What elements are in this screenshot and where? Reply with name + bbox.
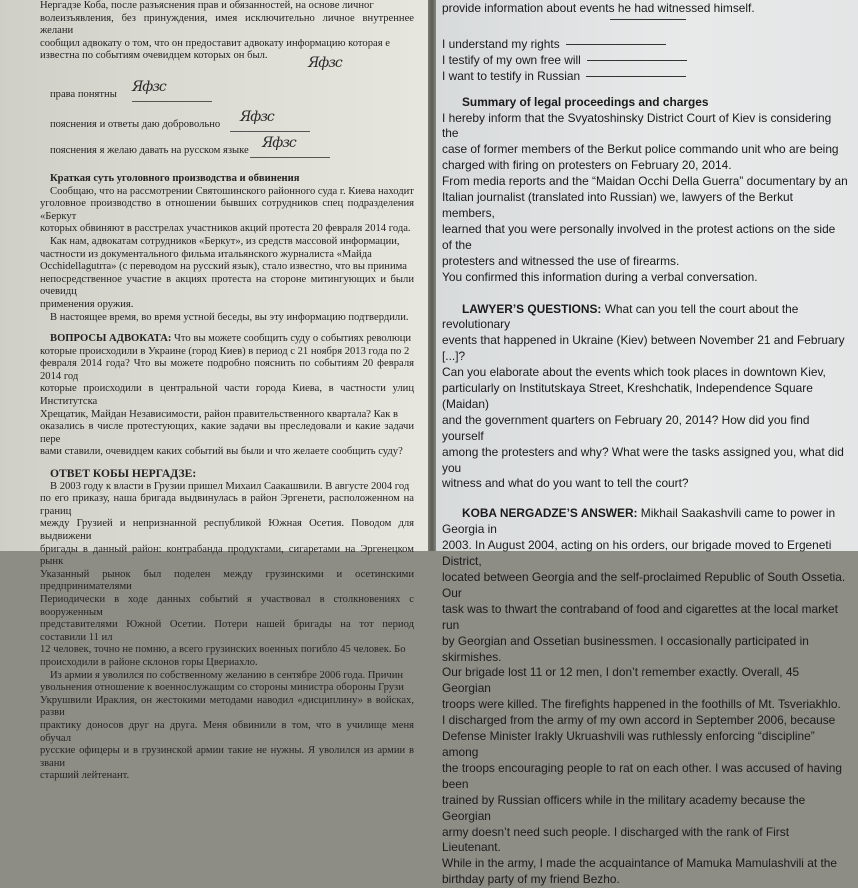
answer-line: birthday party of my friend Bezho.: [442, 872, 620, 887]
rights-label: пояснения и ответы даю добровольно: [50, 118, 221, 130]
statement-label: I understand my rights: [442, 36, 560, 51]
questions-line: among the protesters and why? What were the tasks assigned you, what did you: [442, 444, 844, 475]
statements-block: [442, 37, 848, 85]
questions-line: particularly on Institutskaya Street, Kreshchatik, Independence Square (Maidan): [442, 381, 813, 411]
statement-line: [587, 60, 687, 61]
summary-heading: Краткая суть уголовного производства и обвинения: [50, 172, 300, 184]
summary-line: применения оружия.: [40, 298, 134, 310]
answer-line: увольнения отношение к военнослужащим со стороны министра обороны Грузи: [40, 682, 404, 694]
intro-paragraph: [40, 0, 414, 63]
questions-section: [442, 302, 848, 493]
answer-line: бригады в данный район: контрабанда продуктами, сигаретами на Эргенецком рынк: [40, 543, 414, 568]
statement-label: I want to testify in Russian: [442, 68, 581, 83]
questions-heading: LAWYER’S QUESTIONS:: [462, 301, 602, 316]
summary-line: I hereby inform that the Svyatoshinsky District Court of Kiev is considering the: [442, 110, 832, 141]
answer-line: task was to thwart the contraband of food and cigarettes at the local market run: [442, 601, 838, 632]
summary-line: которых обвиняют в расстрелах участников акций протеста 20 февраля 2014 года.: [40, 223, 411, 235]
summary-line: Occhidellagutrra» (с переводом на русский язык), стало известно, что вы принима: [40, 261, 407, 273]
summary-line: Как нам, адвокатам сотрудников «Беркут», из средств массовой информации,: [50, 235, 400, 247]
intro-line: Нергадзе Коба, после разъяснения прав и обязанностей, на основе личног: [40, 0, 374, 11]
english-translation-page: [436, 0, 858, 887]
questions-line: оказались в числе протестующих, какие задачи вы преследовали и какие задачи пере: [40, 421, 414, 445]
rights-row: [50, 134, 414, 163]
intro-line: волеизъявления, без принуждения, имея исключительно личное внутреннее желани: [40, 12, 414, 37]
answer-line: 12 человек, точно не помню, а всего грузинских военных погибло 45 человек. Бо: [40, 644, 406, 656]
answer-line: Укрушвили Ираклия, он жестокими методами наводил «дисциплину» в войсках, разви: [40, 694, 414, 719]
answer-heading: KOBA NERGADZE’S ANSWER:: [462, 506, 638, 521]
intro-signature: Яфзс: [308, 54, 342, 71]
answer-line: Указанный рынок был поделен между грузинскими и осетинскими предпринимателями: [40, 568, 414, 593]
answer-line: by Georgian and Ossetian businessmen. I occasionally participated in skirmishes.: [442, 633, 809, 664]
statement-row: [442, 69, 848, 85]
summary-heading: Summary of legal proceedings and charges: [462, 94, 709, 109]
rights-block: [50, 78, 414, 163]
summary-line: protesters and witnessed the use of firearms.: [442, 253, 680, 268]
answer-heading: ОТВЕТ КОБЫ НЕРГАДЗЕ:: [50, 467, 197, 481]
questions-line: events that happened in Ukraine (Kiev) between November 21 and February [...]?: [442, 333, 845, 364]
summary-line: charged with firing on protesters on February 20, 2014.: [442, 158, 732, 173]
answer-line: русские офицеры и в грузинской армии такие не нужны. Я уволился из армии в звани: [40, 745, 414, 769]
intro-line: сообщил адвокату о том, что он предоставит адвокату информацию которая е: [40, 37, 390, 49]
questions-line: What can you tell the court about the revolutionary: [442, 301, 799, 332]
summary-line: частности из документального фильма итальянского журналиста «Майда: [40, 248, 372, 260]
answer-line: Our brigade lost 11 or 12 men, I don’t remember exactly. Overall, 45 Georgian: [442, 665, 800, 696]
top-line: provide information about events he had witnessed himself.: [442, 1, 755, 15]
page-fold-gutter: [428, 0, 436, 551]
questions-line: Что вы можете сообщить суду о событиях революци: [174, 333, 412, 345]
answer-line: практику доносов друг на друга. Меня обвинили в том, что в училище меня обучал: [40, 719, 414, 744]
summary-line: From media reports and the “Maidan Occhi Della Guerra” documentary by an: [442, 174, 848, 189]
answer-line: Defense Minister Irakly Ukruashvili was ruthlessly enforcing “discipline” among: [442, 729, 815, 759]
questions-line: которые происходили в Украине (город Киев) в период с 21 ноября 2013 года по 2: [40, 345, 410, 357]
summary-line: В настоящее время, во время устной беседы, вы эту информацию подтвердили.: [50, 311, 409, 323]
answer-line: Периодически в ходе данных событий я участвовал в столкновениях с вооруженным: [40, 593, 414, 618]
answer-line: army doesn’t need such people. I discharged with the rank of First Lieutenant.: [442, 824, 789, 855]
summary-line: case of former members of the Berkut police commando unit who are being: [442, 142, 839, 157]
statement-line: [566, 44, 666, 45]
questions-line: Can you elaborate about the events which took places in downtown Kiev,: [442, 365, 826, 380]
questions-line: Хрещатик, Майдан Независимости, район правительственного квартала? Как в: [40, 408, 399, 420]
answer-line: представителями Южной Осетии. Потери нашей бригады на тот период составили 11 ил: [40, 619, 414, 643]
answer-line: troops were killed. The firefights happened in the foothills of Mt. Tsveriakhlo.: [442, 697, 841, 712]
rights-label: пояснения я желаю давать на русском языке: [50, 144, 249, 156]
answer-line: по его приказу, наша бригада выдвинулась в район Эргенети, расположенном на границ: [40, 493, 414, 517]
signature-line: [132, 101, 212, 102]
questions-line: февраля 2014 года? Что вы можете подробно пояснить по событиям 20 февраля 2014 год: [40, 358, 414, 382]
questions-line: которые происходили в центральной части города Киева, в частности улиц Институтска: [40, 383, 414, 408]
statement-label: I testify of my own free will: [442, 52, 581, 67]
answer-line: между Грузией и непризнанной республикой Южная Осетия. Поводом для выдвижени: [40, 518, 414, 542]
summary-line: You confirmed this information during a verbal conversation.: [442, 269, 758, 284]
questions-line: and the government quarters on February 20, 2014? How did you find yourself: [442, 412, 810, 443]
russian-document-page: [0, 0, 428, 782]
summary-line: learned that you were personally involved in the protest actions on the side of the: [442, 221, 836, 252]
statement-row: [442, 37, 848, 53]
answer-line: происходили в районе склонов горы Цвериахло.: [40, 656, 258, 668]
summary-section: [40, 173, 414, 324]
answer-line: Mikhail Saakashvili came to power in Georgia in: [442, 506, 836, 537]
blank-line: [610, 19, 686, 20]
answer-line: Из армии я уволился по собственному желанию в сентябре 2006 года. Причин: [50, 669, 404, 681]
summary-line: Italian journalist (translated into Russian) we, lawyers of the Berkut members,: [442, 190, 793, 220]
statement-line: [586, 76, 686, 77]
questions-line: witness and what do you want to tell the court?: [442, 476, 689, 491]
summary-section: [442, 95, 848, 286]
answer-line: I discharged from the army of my own accord in September 2006, because: [442, 713, 836, 728]
questions-heading: ВОПРОСЫ АДВОКАТА:: [50, 333, 172, 345]
answer-line: 2003. In August 2004, acting on his orders, our brigade moved to Ergeneti District,: [442, 538, 832, 569]
signature-line: [250, 157, 330, 158]
summary-line: уголовное производство в отношении бывших сотрудников спец подразделения «Беркут: [40, 198, 414, 222]
answer-line: trained by Russian officers while in the military academy because the Georgian: [442, 792, 806, 823]
answer-line: старший лейтенант.: [40, 770, 130, 782]
answer-line: В 2003 году к власти в Грузии пришел Михаил Саакашвили. В августе 2004 год: [50, 480, 410, 492]
questions-section: [40, 333, 414, 459]
rights-row: [50, 78, 414, 107]
answer-line: the troops encouraging people to rat on each other. I was accused of having been: [442, 760, 842, 791]
answer-section: [40, 468, 414, 783]
statement-row: [442, 53, 848, 69]
signature-line: [230, 131, 310, 132]
signature: Яфзс: [262, 134, 296, 151]
summary-line: непосредственное участие в акциях протеста на стороне митингующих и были очевидц: [40, 273, 414, 298]
summary-line: Сообщаю, что на рассмотрении Святошинского районного суда г. Киева находит: [50, 185, 414, 197]
intro-line: известна по событиям очевидцем которых он был.: [40, 50, 268, 62]
rights-label: права понятны: [50, 88, 117, 100]
answer-line: While in the army, I made the acquaintance of Mamuka Mamulashvili at the: [442, 856, 837, 871]
rights-row: [50, 108, 414, 137]
questions-line: вами ставили, очевидцем каких событий вы были и что желаете сообщить суду?: [40, 446, 403, 458]
signature: Яфзс: [240, 108, 274, 125]
answer-line: located between Georgia and the self-proclaimed Republic of South Ossetia. Our: [442, 570, 846, 600]
signature: Яфзс: [132, 78, 166, 95]
answer-section: [442, 506, 848, 888]
